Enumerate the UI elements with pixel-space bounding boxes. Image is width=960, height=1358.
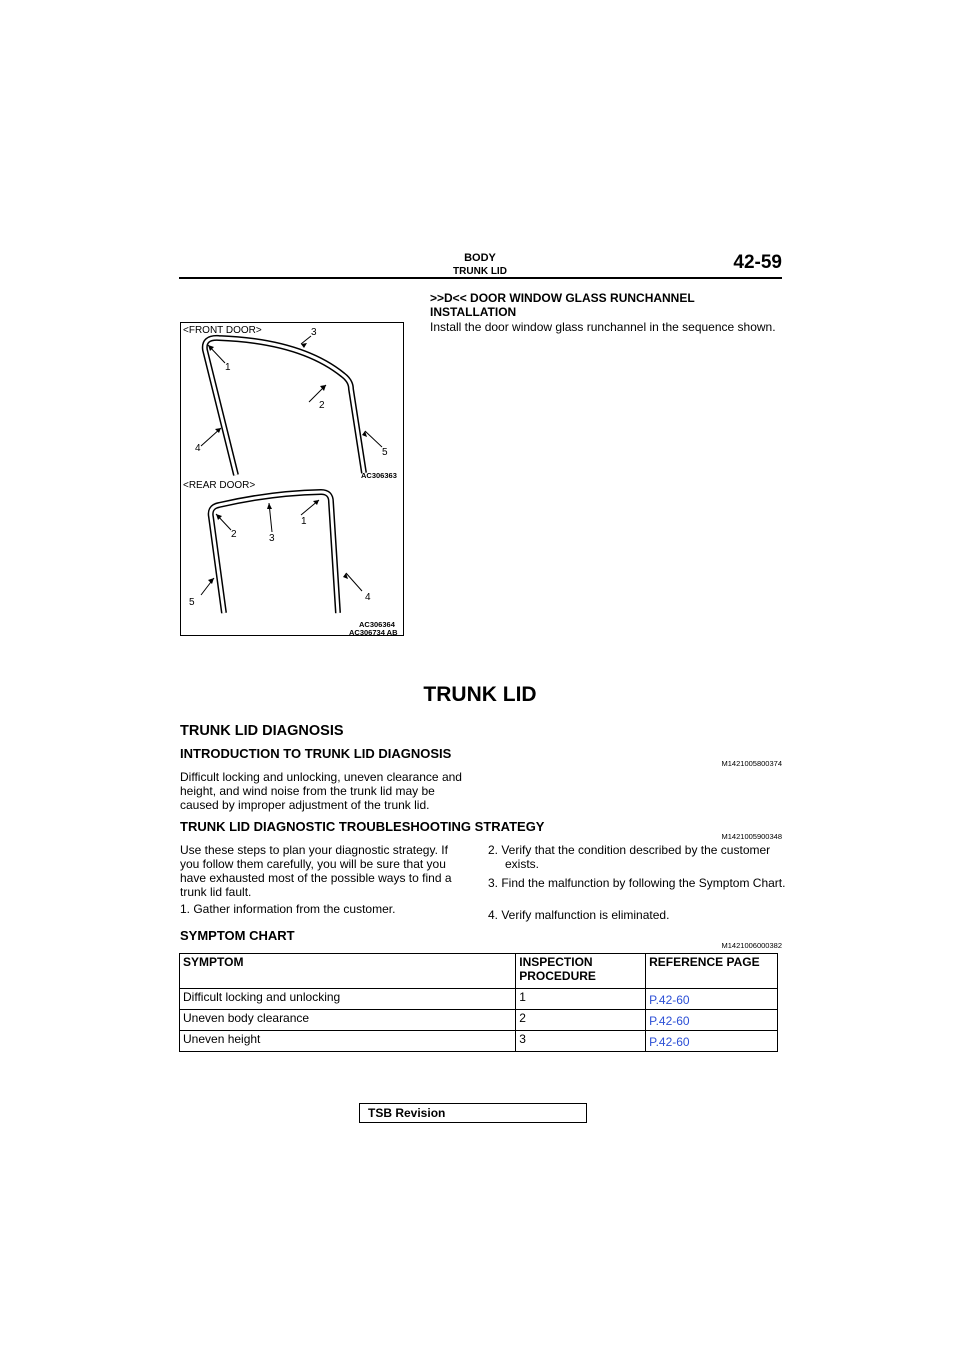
symptom-cell: Difficult locking and unlocking xyxy=(180,989,516,1010)
strategy-code: M1421005900348 xyxy=(721,832,782,841)
page-number: 42-59 xyxy=(733,252,782,273)
procedure-cell: 2 xyxy=(516,1010,646,1031)
rear-callout-2: 2 xyxy=(231,529,237,540)
section-title: BODY xyxy=(464,252,496,264)
reference-cell xyxy=(646,989,778,1010)
tsb-revision-box: TSB Revision xyxy=(359,1103,587,1123)
front-door-figure-code: AC306363 xyxy=(361,471,397,480)
front-callout-2: 2 xyxy=(319,400,325,411)
intro-heading: INTRODUCTION TO TRUNK LID DIAGNOSIS xyxy=(180,746,452,761)
front-callout-3: 3 xyxy=(311,327,317,338)
front-callout-5: 5 xyxy=(382,447,388,458)
table-row xyxy=(180,989,778,1010)
rear-callout-5: 5 xyxy=(189,597,195,608)
strategy-text: Use these steps to plan your diagnostic strategy. If you follow them carefully, you will be sure that you have exhausted most of the possible ways to find a trunk lid fault. xyxy=(180,843,452,899)
strategy-step-3: 3. Find the malfunction by following the Symptom Chart. xyxy=(488,876,786,890)
symptom-chart-heading: SYMPTOM CHART xyxy=(180,928,295,943)
strategy-step-1: 1. Gather information from the customer. xyxy=(180,902,396,916)
strategy-step-4: 4. Verify malfunction is eliminated. xyxy=(488,908,670,922)
strategy-step-2: 2. Verify that the condition described by the customer exists. xyxy=(488,843,771,871)
procedure-title-line1: >>D<< DOOR WINDOW GLASS RUNCHANNEL xyxy=(430,291,695,305)
rear-door-runchannel xyxy=(211,492,338,613)
front-callout-1: 1 xyxy=(225,362,231,373)
rear-callout-4: 4 xyxy=(365,592,371,603)
table-row xyxy=(180,1031,778,1052)
procedure-title xyxy=(430,291,780,319)
reference-cell xyxy=(646,1010,778,1031)
rear-callout-1: 1 xyxy=(301,516,307,527)
header-inspection-procedure: INSPECTION PROCEDURE xyxy=(516,954,646,989)
procedure-cell: 1 xyxy=(516,989,646,1010)
intro-text: Difficult locking and unlocking, uneven clearance and height, and wind noise from the trunk lid may be caused by improper adjustment of the trunk lid. xyxy=(180,770,462,812)
symptom-cell: Uneven body clearance xyxy=(180,1010,516,1031)
diagnosis-heading: TRUNK LID DIAGNOSIS xyxy=(180,723,344,739)
front-door-label: <FRONT DOOR> xyxy=(183,325,262,336)
reference-cell xyxy=(646,1031,778,1052)
subsection-title: TRUNK LID xyxy=(453,266,507,277)
header-symptom: SYMPTOM xyxy=(180,954,516,989)
main-title: TRUNK LID xyxy=(423,683,537,706)
procedure-title-line2: INSTALLATION xyxy=(430,305,517,319)
rear-callout-3: 3 xyxy=(269,533,275,544)
reference-link[interactable]: P.42-60 xyxy=(649,1035,690,1049)
figure-code: AC306734 AB xyxy=(349,628,398,637)
procedure-body: Install the door window glass runchannel in the sequence shown. xyxy=(430,320,776,334)
rear-door-figure-code: AC306364 xyxy=(359,620,395,629)
reference-link[interactable]: P.42-60 xyxy=(649,1014,690,1028)
procedure-cell: 3 xyxy=(516,1031,646,1052)
table-header-row xyxy=(180,954,778,989)
front-callout-4: 4 xyxy=(195,443,201,454)
symptom-chart-code: M1421006000382 xyxy=(721,941,782,950)
strategy-heading: TRUNK LID DIAGNOSTIC TROUBLESHOOTING STRATEGY xyxy=(180,819,545,834)
rear-door-label: <REAR DOOR> xyxy=(183,480,256,491)
header-reference-page: REFERENCE PAGE xyxy=(646,954,778,989)
table-row xyxy=(180,1010,778,1031)
intro-code: M1421005800374 xyxy=(721,759,782,768)
header-rule xyxy=(179,277,782,279)
symptom-cell: Uneven height xyxy=(180,1031,516,1052)
runchannel-figure xyxy=(180,322,404,636)
front-door-runchannel xyxy=(205,338,364,475)
symptom-chart-table xyxy=(179,953,778,1052)
reference-link[interactable]: P.42-60 xyxy=(649,993,690,1007)
